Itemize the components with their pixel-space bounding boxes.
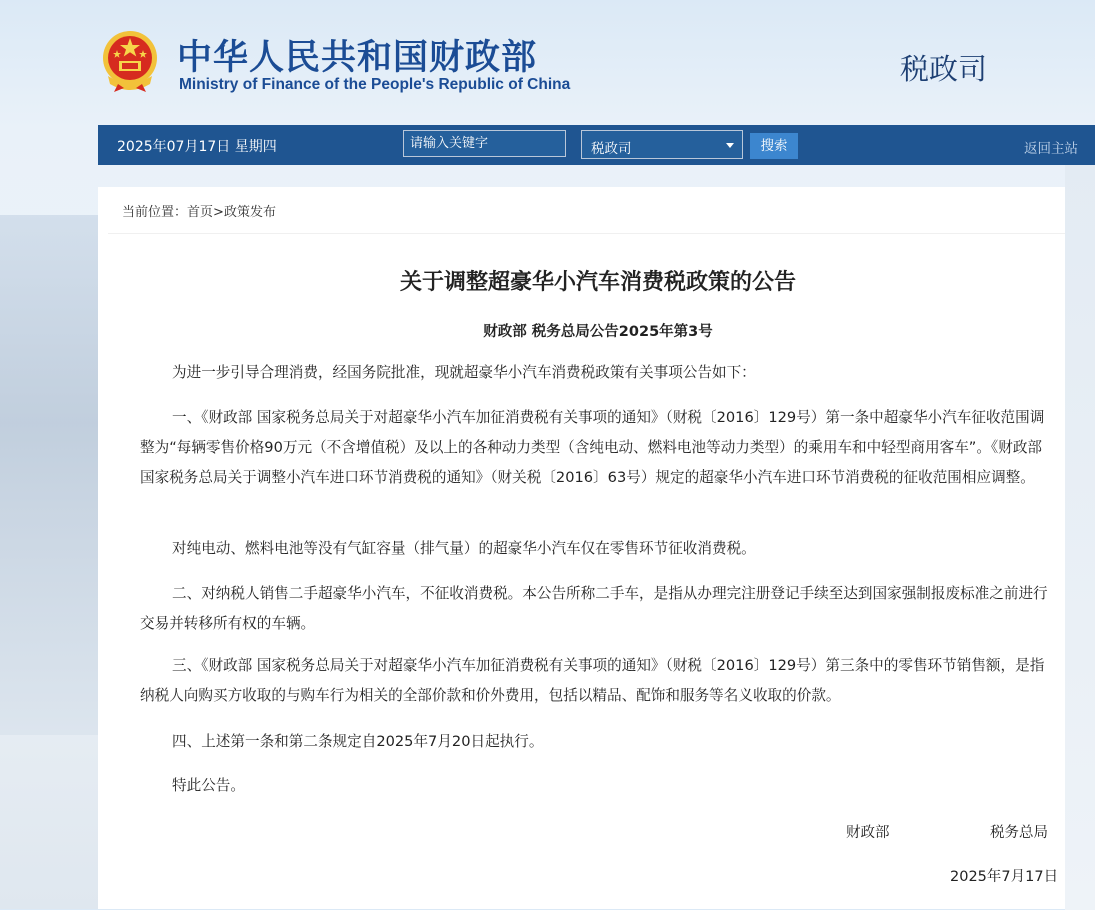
site-title[interactable]: 中华人民共和国财政部	[177, 38, 538, 78]
breadcrumb	[122, 201, 276, 220]
department-select[interactable]	[581, 130, 743, 159]
site-header	[0, 0, 1095, 125]
article-paragraph: 二、对纳税人销售二手超豪华小汽车，不征收消费税。本公告所称二手车，是指从办理完注册登记手续至达到国家强制报废标准之前进行交易并转移所有权的车辆。	[140, 585, 1048, 632]
return-home-link[interactable]: 返回主站	[1024, 141, 1078, 157]
signature-date: 2025年7月17日	[950, 869, 1059, 885]
article-paragraph: 一、《财政部 国家税务总局关于对超豪华小汽车加征消费税有关事项的通知》（财税〔2016〕129号）第一条中超豪华小汽车征收范围调整为“每辆零售价格90万元（不含增值税）及以上的各种动力类型（含纯电动、燃料电池等动力类型）的乘用车和中轻型商用客车”。《财政部 国家税务总局关于调整小汽车进口环节消费税的通知》（财关税〔2016〕63号）规定的超豪华小汽车进口环节消费税的征收范围相应调整。	[140, 409, 1045, 486]
article-paragraph: 对纯电动、燃料电池等没有气缸容量（排气量）的超豪华小汽车仅在零售环节征收消费税。	[172, 540, 756, 557]
nav-bar	[98, 125, 1095, 165]
site-title-english[interactable]: Ministry of Finance of the People's Republic of China	[179, 76, 571, 93]
signature-ministry: 财政部	[846, 825, 890, 841]
current-date: 2025年07月17日 星期四	[117, 139, 277, 155]
divider	[108, 233, 1065, 234]
signature-tax-bureau: 税务总局	[990, 825, 1048, 841]
search-button[interactable]: 搜索	[750, 133, 798, 159]
article-paragraph: 三、《财政部 国家税务总局关于对超豪华小汽车加征消费税有关事项的通知》（财税〔2016〕129号）第三条中的零售环节销售额，是指纳税人向购买方收取的与购车行为相关的全部价款和价外费用，包括以精品、配饰和服务等名义收取的价款。	[140, 657, 1045, 704]
search-input[interactable]	[403, 130, 566, 157]
caret-down-icon	[726, 143, 734, 148]
breadcrumb-prefix: 当前位置：	[122, 205, 188, 220]
breadcrumb-section-link[interactable]: 政策发布	[223, 205, 276, 220]
article-title: 关于调整超豪华小汽车消费税政策的公告	[399, 270, 796, 295]
national-emblem-icon[interactable]	[100, 28, 160, 94]
department-select-value: 税政司	[591, 141, 632, 157]
breadcrumb-separator: >	[213, 205, 224, 220]
article-subtitle: 财政部 税务总局公告2025年第3号	[483, 324, 713, 340]
department-name: 税政司	[900, 52, 988, 86]
breadcrumb-home-link[interactable]: 首页	[187, 205, 214, 220]
article-paragraph: 为进一步引导合理消费，经国务院批准，现就超豪华小汽车消费税政策有关事项公告如下：	[172, 364, 756, 381]
article-panel	[98, 187, 1065, 909]
article-paragraph: 四、上述第一条和第二条规定自2025年7月20日起执行。	[172, 733, 544, 750]
background-decoration	[0, 215, 100, 735]
article-paragraph: 特此公告。	[172, 777, 245, 794]
